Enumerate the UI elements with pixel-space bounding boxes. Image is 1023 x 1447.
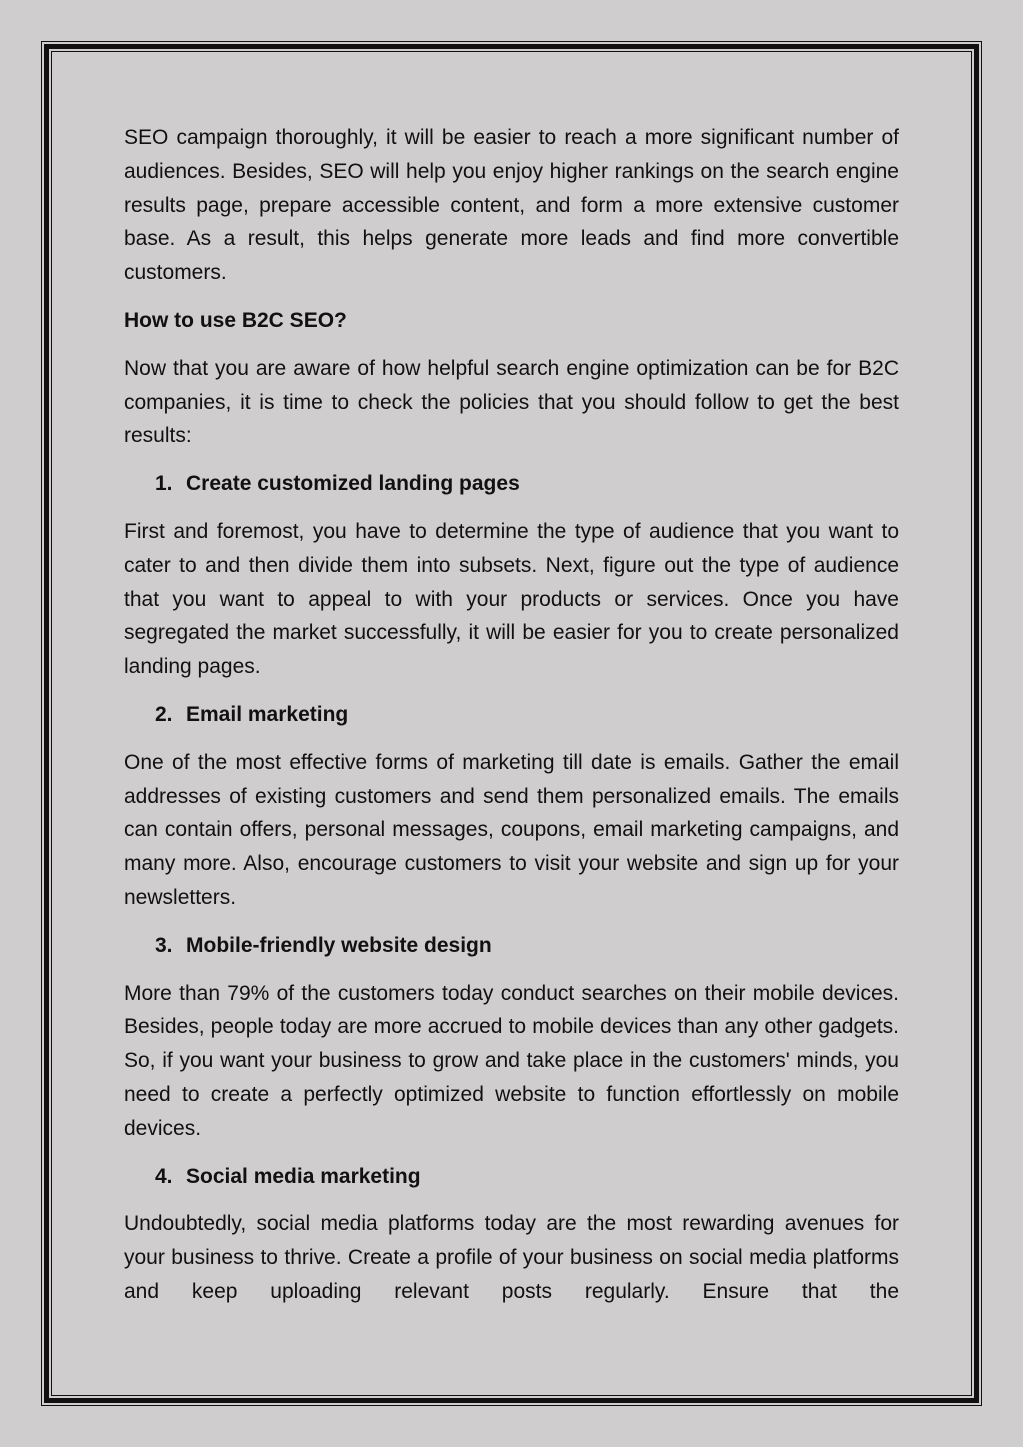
section-heading: How to use B2C SEO?: [124, 308, 347, 332]
list-item-title: Social media marketing: [186, 1164, 421, 1188]
list-item-heading-3: [124, 929, 899, 963]
intro-paragraph: SEO campaign thoroughly, it will be easier to reach a more significant number of audiences. Besides, SEO will help you enjoy higher rankings on the search engine results page, prepare accessible content, and form a more extensive customer base. As a result, this helps generate more leads and find more convertible customers.: [124, 126, 899, 285]
list-item-number: 3.: [155, 933, 173, 957]
list-item-title: Email marketing: [186, 702, 349, 726]
list-item-body-4: Undoubtedly, social media platforms today are the most rewarding avenues for your business to thrive. Create a profile of your business on social media platforms and keep uploading relevant posts regularly. Ensure that the: [124, 1212, 899, 1303]
document-body: [124, 121, 899, 1309]
list-item-body-3: More than 79% of the customers today conduct searches on their mobile devices. Besides, people today are more accrued to mobile devices than any other gadgets. So, if you want your business to grow and take place in the customers' minds, you need to create a perfectly optimized website to function effortlessly on mobile devices.: [124, 981, 899, 1140]
list-item-title: Mobile-friendly website design: [186, 933, 492, 957]
list-item-number: 1.: [155, 472, 173, 496]
list-item-body-2: One of the most effective forms of marketing till date is emails. Gather the email addresses of existing customers and send them personalized emails. The emails can contain offers, personal messages, coupons, email marketing campaigns, and many more. Also, encourage customers to visit your website and sign up for your newsletters.: [124, 750, 899, 909]
list-item-body-1: First and foremost, you have to determine the type of audience that you want to cater to and then divide them into subsets. Next, figure out the type of audience that you want to appeal to with your products or services. Once you have segregated the market successfully, it will be easier for you to create personalized landing pages.: [124, 519, 899, 679]
section-intro-paragraph: Now that you are aware of how helpful search engine optimization can be for B2C companies, it is time to check the policies that you should follow to get the best results:: [124, 356, 899, 448]
list-item-title: Create customized landing pages: [186, 472, 520, 496]
list-item-number: 4.: [155, 1164, 173, 1188]
list-item-heading-1: [124, 467, 899, 501]
list-item-number: 2.: [155, 702, 173, 726]
list-item-heading-2: [124, 698, 899, 732]
list-item-heading-4: [124, 1160, 899, 1194]
